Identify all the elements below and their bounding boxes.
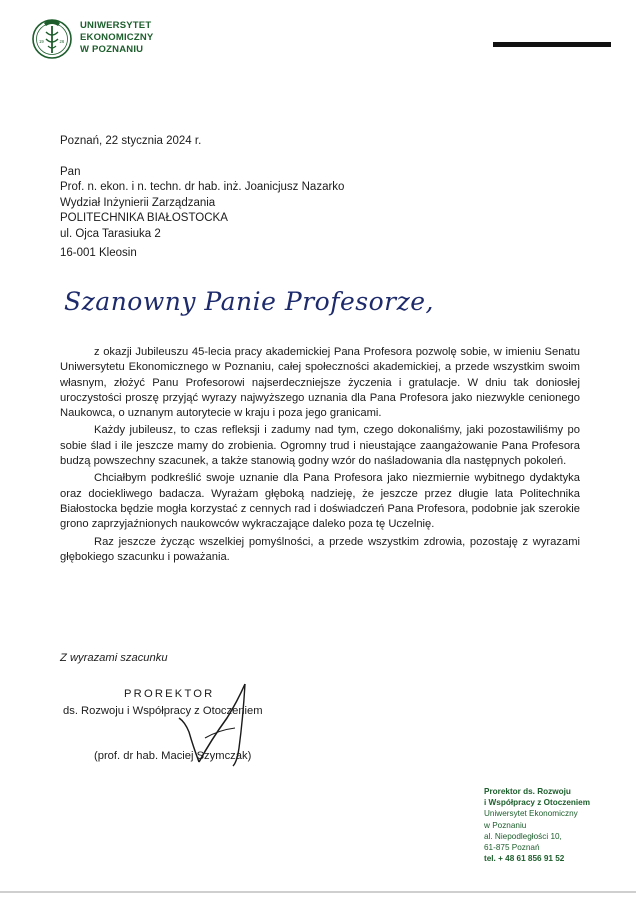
- recipient-address: [60, 165, 344, 261]
- footer-line: al. Niepodległości 10,: [484, 831, 562, 841]
- footer-line: Uniwersytet Ekonomiczny: [484, 809, 578, 819]
- body-paragraph: Raz jeszcze życząc wszelkiej pomyślności, a przede wszystkim zdrowia, pozostaję z wyrazami głębokiego szacunku i poważania.: [60, 535, 580, 563]
- logo-line: EKONOMICZNY: [80, 32, 154, 43]
- body-paragraph: z okazji Jubileuszu 45-lecia pracy akademickiej Pana Profesora pozwolę sobie, w imieniu Senatu Uniwersytetu Ekonomicznego w Poznaniu, całej społeczności akademickiej, a przede wszystkim swoim własnym, złożyć Panu Profesorowi najserdeczniejsze życzenia i gratulacje. W dniu tak doniosłej uroczystości proszę przyjąć wyrazy najwyższego uznania dla Pana Profesora jako niezwykle cenionego Naukowca, o uznanym autorytecie w kraju i poza jego granicami.: [60, 346, 580, 420]
- handwritten-salutation: [62, 278, 434, 326]
- svg-text:26: 26: [59, 39, 65, 44]
- recipient-city: 16-001 Kleosin: [60, 247, 137, 260]
- footer-line: tel. + 48 61 856 91 52: [484, 854, 565, 864]
- signatory-title: PROREKTOR: [124, 688, 215, 700]
- recipient-salutation: Pan: [60, 166, 81, 178]
- signature-icon: [175, 678, 270, 768]
- letter-body: [60, 345, 580, 567]
- sender-footer: [484, 786, 590, 864]
- recipient-institution: POLITECHNIKA BIAŁOSTOCKA: [60, 212, 228, 225]
- footer-line: 61-875 Poznań: [484, 843, 540, 853]
- footer-line: Prorektor ds. Rozwoju: [484, 787, 571, 796]
- recipient-street: ul. Ojca Tarasiuka 2: [60, 227, 161, 240]
- footer-line: w Poznaniu: [484, 820, 527, 830]
- footer-line: i Współpracy z Otoczeniem: [484, 798, 591, 808]
- header-rule: [493, 42, 611, 47]
- letter-date: Poznań, 22 stycznia 2024 r.: [60, 135, 202, 147]
- signatory-name: (prof. dr hab. Maciej Szymczak): [94, 750, 252, 762]
- recipient-department: Wydział Inżynierii Zarządzania: [60, 196, 216, 209]
- signatory-subtitle: ds. Rozwoju i Współpracy z Otoczeniem: [63, 705, 263, 717]
- university-name: [80, 20, 153, 56]
- closing-phrase: Z wyrazami szacunku: [60, 652, 168, 664]
- body-paragraph: Każdy jubileusz, to czas refleksji i zadumy nad tym, czego dokonaliśmy, jaki pozostawiliśmy po sobie ślad i ile jeszcze mamy do zrobienia. Ogromny trud i nieustające zaangażowanie Pana Profesora budzą powszechny szacunek, a także stanowią godny wzór do naśladowania dla następnych pokoleń.: [60, 424, 580, 468]
- recipient-name: Prof. n. ekon. i n. techn. dr hab. inż. Joanicjusz Nazarko: [60, 181, 345, 194]
- salutation-text: Szanowny Panie Profesorze,: [64, 287, 434, 316]
- body-paragraph: Chciałbym podkreślić swoje uznanie dla Pana Profesora jako niezmiernie wybitnego dydaktyka oraz dociekliwego badacza. Wyrażam głęboką nadzieję, że jeszcze przez długie lata Politechnika Białostocka będzie mogła korzystać z cennych rad i doświadczeń Pana Profesora, podobnie jak szerokie grono zaprzyjaźnionych naukowców wykraczające daleko poza tę Uczelnię.: [60, 472, 580, 531]
- university-crest-icon: [30, 15, 74, 61]
- logo-line: UNIWERSYTET: [80, 20, 152, 31]
- scan-edge: [0, 891, 636, 893]
- logo-line: W POZNANIU: [80, 44, 144, 55]
- svg-text:19: 19: [39, 39, 44, 44]
